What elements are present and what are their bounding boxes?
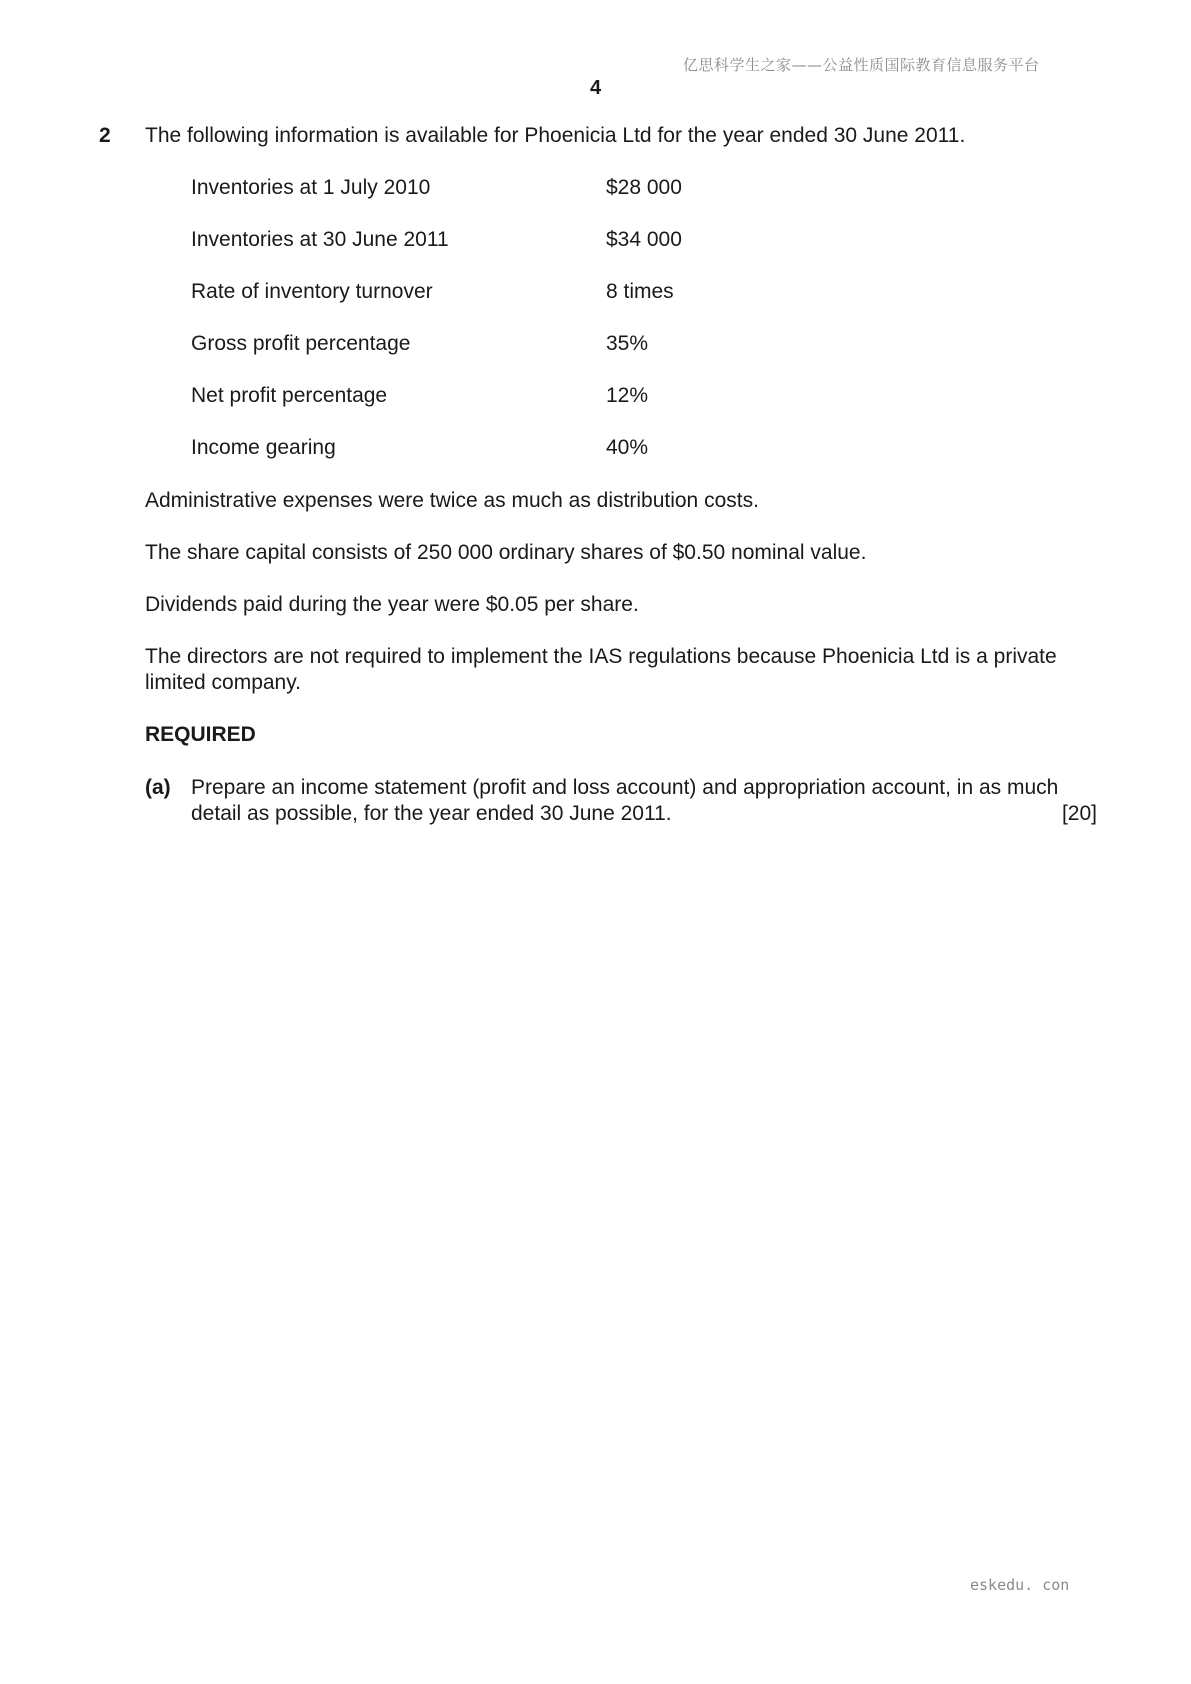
part-label: (a): [145, 776, 171, 799]
info-value: $34 000: [606, 228, 682, 251]
paragraph: The share capital consists of 250 000 ordinary shares of $0.50 nominal value.: [145, 541, 867, 564]
info-label: Gross profit percentage: [191, 332, 411, 355]
info-label: Rate of inventory turnover: [191, 280, 433, 303]
info-label: Inventories at 30 June 2011: [191, 228, 449, 251]
info-row: [191, 383, 791, 409]
info-label: Inventories at 1 July 2010: [191, 176, 431, 199]
part-text: Prepare an income statement (profit and loss account) and appropriation account, in as much detail as possible, for the year ended 30 June 2011.: [191, 776, 1059, 825]
paragraph: Administrative expenses were twice as much as distribution costs.: [145, 489, 759, 512]
info-value: $28 000: [606, 176, 682, 199]
paragraph: Dividends paid during the year were $0.05 per share.: [145, 593, 639, 616]
info-value: 40%: [606, 436, 649, 459]
info-value: 12%: [606, 384, 649, 407]
page-number: 4: [589, 77, 602, 99]
info-row: [191, 227, 791, 253]
question-number: 2: [99, 124, 111, 147]
required-heading: REQUIRED: [145, 723, 256, 746]
info-value: 8 times: [606, 280, 674, 303]
question-intro: The following information is available for Phoenicia Ltd for the year ended 30 June 2011.: [145, 124, 966, 147]
info-label: Income gearing: [191, 436, 336, 459]
footer-watermark: eskedu. con: [970, 1576, 1070, 1594]
header-watermark: 亿思科学生之家——公益性质国际教育信息服务平台: [683, 56, 1040, 74]
info-row: [191, 175, 791, 201]
paragraph: The directors are not required to implement the IAS regulations because Phoenicia Ltd is a private limited company.: [145, 645, 1057, 694]
info-row: [191, 435, 791, 461]
info-value: 35%: [606, 332, 649, 355]
info-row: [191, 331, 791, 357]
info-label: Net profit percentage: [191, 384, 388, 407]
info-row: [191, 279, 791, 305]
part-marks: [20]: [1061, 802, 1097, 825]
